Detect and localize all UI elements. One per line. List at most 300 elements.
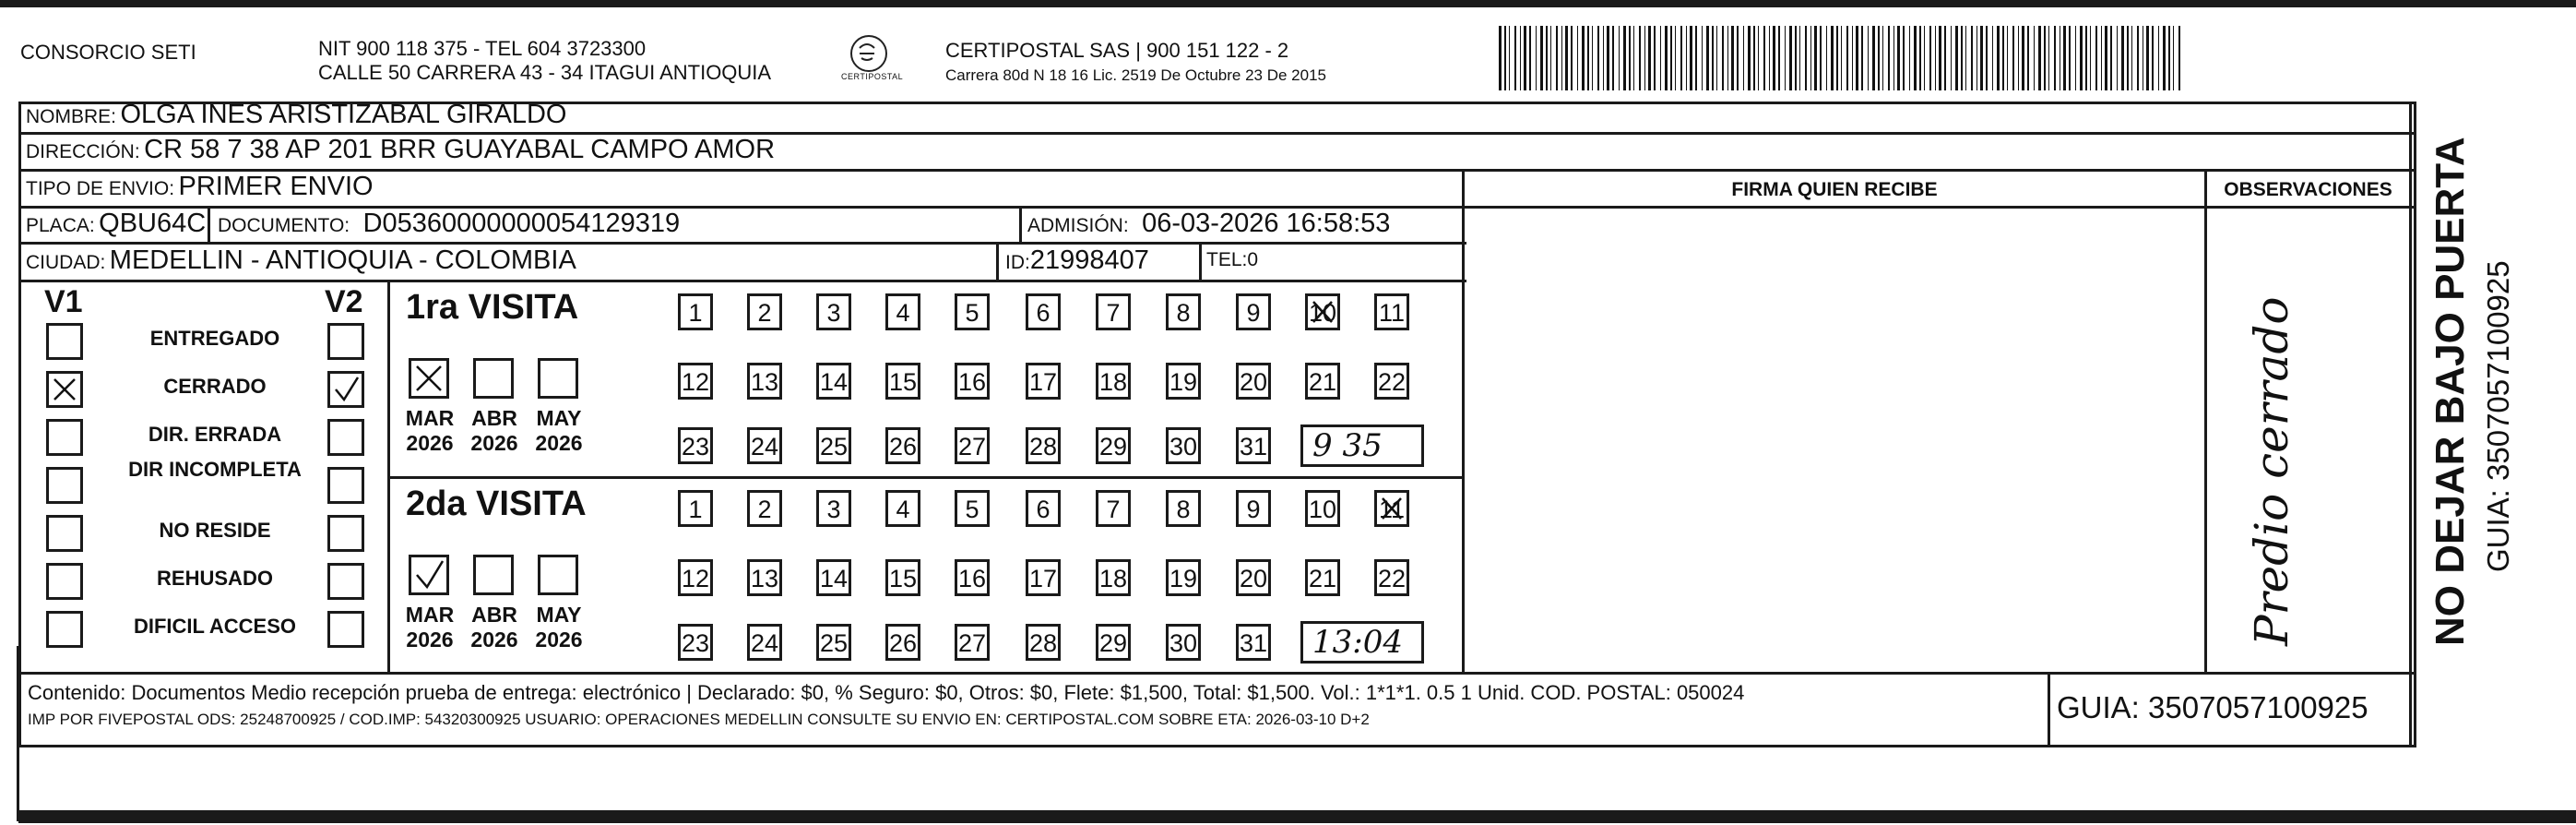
barcode-bar xyxy=(1814,26,1817,90)
barcode-bar xyxy=(1680,26,1682,90)
id-label: ID: xyxy=(1005,252,1030,273)
day-box[interactable] xyxy=(1096,559,1131,596)
day-number: 28 xyxy=(1028,629,1058,657)
day-box[interactable] xyxy=(955,624,990,661)
v1-checkbox[interactable] xyxy=(46,371,83,408)
barcode-bar xyxy=(1951,26,1952,90)
barcode-bar xyxy=(1758,26,1759,90)
check-mark-icon xyxy=(330,374,362,405)
barcode-bar xyxy=(1509,26,1510,90)
day-box[interactable] xyxy=(955,363,990,400)
barcode-bar xyxy=(1706,26,1709,90)
cell-divider xyxy=(208,206,210,243)
status-label: DIR INCOMPLETA xyxy=(128,458,302,481)
day-box[interactable] xyxy=(1096,624,1131,661)
day-number: 9 xyxy=(1246,496,1261,523)
day-number: 27 xyxy=(957,629,987,657)
day-box[interactable] xyxy=(1096,490,1131,527)
v2-checkbox[interactable] xyxy=(327,419,364,456)
barcode-bar xyxy=(1893,26,1894,90)
row-divider xyxy=(18,672,2416,675)
barcode-bar xyxy=(1629,26,1631,90)
barcode-bar xyxy=(1743,26,1744,90)
barcode-bar xyxy=(2038,26,2041,90)
day-box[interactable] xyxy=(1374,363,1409,400)
barcode-bar xyxy=(1841,26,1842,90)
day-box[interactable] xyxy=(1166,363,1201,400)
ciudad-cell xyxy=(26,245,576,276)
direccion-row xyxy=(26,135,775,165)
visit-divider xyxy=(387,476,1465,479)
tipo-envio-label: TIPO DE ENVIO: xyxy=(26,178,175,199)
ciudad-value: MEDELLIN - ANTIOQUIA - COLOMBIA xyxy=(109,245,576,275)
side-guia xyxy=(2481,260,2576,607)
day-box[interactable] xyxy=(1236,293,1271,330)
month-name: MAR xyxy=(405,406,455,430)
day-box[interactable] xyxy=(1166,427,1201,464)
day-box[interactable] xyxy=(678,490,713,527)
day-number: 21 xyxy=(1308,565,1337,592)
direccion-value: CR 58 7 38 AP 201 BRR GUAYABAL CAMPO AMOR xyxy=(144,135,776,164)
day-box[interactable] xyxy=(1166,559,1201,596)
day-number: 23 xyxy=(681,433,710,460)
barcode-bar xyxy=(1565,26,1568,90)
barcode-bar xyxy=(1499,26,1502,90)
status-label: NO RESIDE xyxy=(159,519,271,542)
day-number: 25 xyxy=(819,433,849,460)
ciudad-label: CIUDAD: xyxy=(26,252,106,273)
day-number: 7 xyxy=(1106,299,1121,327)
nombre-value: OLGA INES ARISTIZABAL GIRALDO xyxy=(120,100,567,129)
check-mark-icon xyxy=(1308,296,1337,328)
barcode-bar xyxy=(1861,26,1863,90)
barcode-bar xyxy=(1731,26,1734,90)
documento-label: DOCUMENTO: xyxy=(218,215,350,236)
barcode-bar xyxy=(1789,26,1792,90)
day-box[interactable] xyxy=(1166,490,1201,527)
barcode-bar xyxy=(1748,26,1751,90)
day-box[interactable] xyxy=(816,363,851,400)
barcode-bar xyxy=(2105,26,2107,90)
day-box[interactable] xyxy=(1305,559,1340,596)
month-checkbox[interactable] xyxy=(409,358,449,399)
day-box[interactable] xyxy=(955,559,990,596)
month-checkbox[interactable] xyxy=(409,555,449,595)
day-box[interactable] xyxy=(1096,293,1131,330)
v1-checkbox[interactable] xyxy=(46,563,83,600)
bottom-border xyxy=(18,810,2576,823)
status-label: DIR. ERRADA xyxy=(148,423,282,446)
day-number: 20 xyxy=(1239,565,1268,592)
barcode-bar xyxy=(1716,26,1717,90)
check-mark-icon xyxy=(1377,493,1407,524)
day-number: 5 xyxy=(965,299,979,327)
barcode-bar xyxy=(1919,26,1921,90)
day-box[interactable] xyxy=(1374,559,1409,596)
v2-checkbox[interactable] xyxy=(327,323,364,360)
barcode-bar xyxy=(1633,26,1634,90)
signature-area[interactable] xyxy=(1465,209,2204,672)
barcode-bar xyxy=(2085,26,2087,90)
admision-label: ADMISIÓN: xyxy=(1027,215,1129,236)
barcode-bar xyxy=(1971,26,1973,90)
day-box[interactable] xyxy=(1026,427,1061,464)
month-label xyxy=(464,603,525,652)
barcode-bar xyxy=(2034,26,2035,90)
barcode-bar xyxy=(2152,26,2154,90)
day-number: 31 xyxy=(1239,433,1268,460)
month-year: 2026 xyxy=(535,431,583,455)
day-box[interactable] xyxy=(885,363,920,400)
month-label xyxy=(528,603,589,652)
day-box[interactable] xyxy=(678,427,713,464)
day-number: 20 xyxy=(1239,368,1268,396)
barcode-bar xyxy=(1577,26,1578,90)
day-box[interactable] xyxy=(678,293,713,330)
month-name: ABR xyxy=(471,603,517,627)
barcode-bar xyxy=(2002,26,2004,90)
barcode-bar xyxy=(2069,26,2071,90)
day-number: 2 xyxy=(757,299,772,327)
day-number: 6 xyxy=(1036,496,1051,523)
barcode-bar xyxy=(1644,26,1645,90)
barcode-bar xyxy=(1831,26,1834,90)
barcode-bar xyxy=(1810,26,1811,90)
day-number: 21 xyxy=(1308,368,1337,396)
day-box[interactable] xyxy=(747,559,782,596)
day-number: 3 xyxy=(826,299,841,327)
footer-content-line: Contenido: Documentos Medio recepción prueba de entrega: electrónico | Declarado: $0, % Seguro: $0, Otros: $0, Flete: $1,500, Total: $1,500. Vol.: 1*1*1. 0.5 1 Unid. COD. POSTAL: 050024 xyxy=(28,681,1745,704)
barcode-bar xyxy=(1872,26,1875,90)
day-box[interactable] xyxy=(1026,363,1061,400)
barcode-bar xyxy=(2075,26,2076,90)
day-box[interactable] xyxy=(1236,624,1271,661)
barcode-bar xyxy=(2048,26,2049,90)
month-name: MAY xyxy=(536,406,582,430)
day-box[interactable] xyxy=(955,293,990,330)
v1-checkbox[interactable] xyxy=(46,419,83,456)
barcode-bar xyxy=(1856,26,1858,90)
visit-time-box[interactable]: 13:04 xyxy=(1300,621,1424,664)
day-number: 18 xyxy=(1098,368,1128,396)
day-box[interactable] xyxy=(1026,624,1061,661)
day-box[interactable] xyxy=(1026,293,1061,330)
day-number: 17 xyxy=(1028,368,1058,396)
month-checkbox[interactable] xyxy=(473,358,514,399)
day-box[interactable] xyxy=(816,293,851,330)
barcode-bar xyxy=(1961,26,1963,90)
nombre-label: NOMBRE: xyxy=(26,106,117,127)
day-number: 29 xyxy=(1098,433,1128,460)
day-number: 12 xyxy=(681,368,710,396)
v2-checkbox[interactable] xyxy=(327,371,364,408)
day-box[interactable] xyxy=(747,293,782,330)
barcode-bar xyxy=(1924,26,1925,90)
day-box[interactable] xyxy=(1236,427,1271,464)
tel-label: TEL: xyxy=(1206,249,1248,270)
day-number: 25 xyxy=(819,629,849,657)
day-number: 14 xyxy=(819,368,849,396)
day-number: 4 xyxy=(896,299,910,327)
month-name: MAY xyxy=(536,603,582,627)
barcode-bar xyxy=(1852,26,1853,90)
day-number: 10 xyxy=(1308,299,1337,327)
barcode-bar xyxy=(1561,26,1562,90)
barcode-bar xyxy=(1785,26,1786,90)
barcode-bar xyxy=(1514,26,1516,90)
admision-value: 06-03-2026 16:58:53 xyxy=(1142,209,1391,238)
day-number: 15 xyxy=(888,565,918,592)
barcode-bar xyxy=(1795,26,1797,90)
barcode-bar xyxy=(2158,26,2159,90)
barcode-bar xyxy=(2131,26,2132,90)
day-box[interactable] xyxy=(885,559,920,596)
day-box[interactable] xyxy=(678,363,713,400)
barcode-bar xyxy=(1769,26,1770,90)
visit-title: 2da VISITA xyxy=(406,484,587,523)
barcode-bar xyxy=(1665,26,1668,90)
v1-checkbox[interactable] xyxy=(46,515,83,552)
barcode-bar xyxy=(2146,26,2149,90)
placa-value: QBU64C xyxy=(99,209,207,238)
barcode-bar xyxy=(1556,26,1558,90)
day-number: 16 xyxy=(957,368,987,396)
day-box[interactable] xyxy=(955,490,990,527)
day-number: 26 xyxy=(888,433,918,460)
v2-checkbox[interactable] xyxy=(327,563,364,600)
v1-checkbox[interactable] xyxy=(46,467,83,504)
day-number: 7 xyxy=(1106,496,1121,523)
barcode-bar xyxy=(1592,26,1593,90)
barcode-bar xyxy=(2117,26,2118,90)
day-box[interactable] xyxy=(1374,490,1409,527)
barcode-bar xyxy=(1773,26,1775,90)
month-checkbox[interactable] xyxy=(538,555,578,595)
day-box[interactable] xyxy=(816,490,851,527)
barcode-bar xyxy=(1520,26,1521,90)
day-number: 16 xyxy=(957,565,987,592)
day-number: 11 xyxy=(1378,496,1406,523)
barcode-bar xyxy=(1712,26,1714,90)
status-label: CERRADO xyxy=(163,375,267,398)
month-checkbox[interactable] xyxy=(473,555,514,595)
barcode-bar xyxy=(2063,26,2066,90)
v1-header: V1 xyxy=(44,284,83,319)
day-box[interactable] xyxy=(885,427,920,464)
cell-divider xyxy=(996,242,999,280)
day-box[interactable] xyxy=(1236,559,1271,596)
barcode-bar xyxy=(1778,26,1780,90)
tipo-envio-value: PRIMER ENVIO xyxy=(178,172,374,201)
day-box[interactable] xyxy=(678,559,713,596)
barcode-bar xyxy=(1737,26,1739,90)
barcode-bar xyxy=(1846,26,1848,90)
barcode-bar xyxy=(1654,26,1656,90)
month-label xyxy=(528,406,589,456)
day-box[interactable] xyxy=(1305,490,1340,527)
day-number: 11 xyxy=(1378,299,1406,327)
barcode-bar xyxy=(2095,26,2097,90)
month-year: 2026 xyxy=(535,628,583,652)
barcode-bar xyxy=(1582,26,1585,90)
barcode-bar xyxy=(1753,26,1755,90)
barcode-bar xyxy=(1607,26,1609,90)
footer-imp-line: IMP POR FIVEPOSTAL ODS: 25248700925 / COD.IMP: 54320300925 USUARIO: OPERACIONES MEDELLIN CONSULTE SU ENVIO EN: CERTIPOSTAL.COM SOBRE ETA: 2026-03-10 D+2 xyxy=(28,711,1370,728)
visit-time-box[interactable]: 9 35 xyxy=(1300,424,1424,467)
v2-checkbox[interactable] xyxy=(327,515,364,552)
visit-title: 1ra VISITA xyxy=(406,288,579,327)
day-box[interactable] xyxy=(1236,363,1271,400)
tipo-envio-row xyxy=(26,172,374,202)
day-box[interactable] xyxy=(1305,293,1340,330)
month-year: 2026 xyxy=(406,628,454,652)
day-number: 14 xyxy=(819,565,849,592)
v1-checkbox[interactable] xyxy=(46,323,83,360)
month-checkbox[interactable] xyxy=(538,358,578,399)
v2-header: V2 xyxy=(325,284,363,319)
id-cell xyxy=(1005,245,1149,276)
day-box[interactable] xyxy=(816,624,851,661)
v1-checkbox[interactable] xyxy=(46,611,83,648)
v2-checkbox[interactable] xyxy=(327,467,364,504)
cell-divider xyxy=(2048,672,2050,747)
day-number: 1 xyxy=(688,299,703,327)
day-box[interactable] xyxy=(1096,427,1131,464)
top-border xyxy=(0,0,2576,7)
day-box[interactable] xyxy=(1305,363,1340,400)
day-number: 17 xyxy=(1028,565,1058,592)
day-box[interactable] xyxy=(747,490,782,527)
barcode-bar xyxy=(1695,26,1697,90)
nit-line: NIT 900 118 375 - TEL 604 3723300 xyxy=(318,37,647,60)
firma-header: FIRMA QUIEN RECIBE xyxy=(1731,179,1938,200)
day-box[interactable] xyxy=(955,427,990,464)
row-divider xyxy=(18,242,1466,245)
barcode-bar xyxy=(1799,26,1800,90)
barcode-bar xyxy=(2022,26,2024,90)
observaciones-text: Predio cerrado xyxy=(2245,296,2298,646)
barcode-bar xyxy=(2163,26,2166,90)
barcode-bar xyxy=(1702,26,1703,90)
v2-checkbox[interactable] xyxy=(327,611,364,648)
cell-divider xyxy=(1019,206,1022,243)
barcode-bar xyxy=(1524,26,1526,90)
placa-cell xyxy=(26,209,206,239)
day-box[interactable] xyxy=(1026,490,1061,527)
status-label: ENTREGADO xyxy=(149,327,280,350)
day-number: 13 xyxy=(750,368,779,396)
barcode-bar xyxy=(1686,26,1687,90)
barcode-bar xyxy=(2137,26,2139,90)
day-box[interactable] xyxy=(1374,293,1409,330)
barcode-bar xyxy=(2168,26,2170,90)
day-box[interactable] xyxy=(1166,624,1201,661)
barcode-bar xyxy=(2090,26,2091,90)
day-number: 12 xyxy=(681,565,710,592)
barcode-bar xyxy=(1986,26,1988,90)
day-box[interactable] xyxy=(885,293,920,330)
day-number: 3 xyxy=(826,496,841,523)
day-box[interactable] xyxy=(1026,559,1061,596)
barcode xyxy=(1499,26,2181,90)
barcode-bar xyxy=(1619,26,1620,90)
barcode-bar xyxy=(1878,26,1880,90)
day-box[interactable] xyxy=(747,427,782,464)
barcode-bar xyxy=(1536,26,1537,90)
day-number: 1 xyxy=(688,496,703,523)
nombre-row xyxy=(26,100,567,130)
day-number: 19 xyxy=(1169,565,1198,592)
barcode-bar xyxy=(1648,26,1651,90)
barcode-bar xyxy=(1546,26,1548,90)
day-number: 23 xyxy=(681,629,710,657)
day-number: 18 xyxy=(1098,565,1128,592)
check-mark-icon xyxy=(411,361,446,396)
day-number: 19 xyxy=(1169,368,1198,396)
logo-icon xyxy=(850,35,887,72)
barcode-bar xyxy=(1603,26,1604,90)
day-box[interactable] xyxy=(816,427,851,464)
month-label xyxy=(464,406,525,456)
day-box[interactable] xyxy=(816,559,851,596)
day-box[interactable] xyxy=(1236,490,1271,527)
day-box[interactable] xyxy=(1096,363,1131,400)
barcode-bar xyxy=(2127,26,2129,90)
documento-cell xyxy=(218,209,680,239)
day-number: 5 xyxy=(965,496,979,523)
month-year: 2026 xyxy=(470,431,518,455)
placa-label: PLACA: xyxy=(26,215,95,236)
barcode-bar xyxy=(1868,26,1869,90)
barcode-bar xyxy=(1826,26,1827,90)
barcode-bar xyxy=(1944,26,1946,90)
day-box[interactable] xyxy=(1166,293,1201,330)
barcode-bar xyxy=(1660,26,1661,90)
day-number: 2 xyxy=(757,496,772,523)
check-mark-icon xyxy=(49,374,80,405)
barcode-bar xyxy=(2178,26,2180,90)
day-number: 8 xyxy=(1176,299,1191,327)
month-name: ABR xyxy=(471,406,517,430)
barcode-bar xyxy=(1965,26,1966,90)
day-number: 24 xyxy=(750,629,779,657)
day-box[interactable] xyxy=(678,624,713,661)
day-box[interactable] xyxy=(885,490,920,527)
day-number: 26 xyxy=(888,629,918,657)
direccion-label: DIRECCIÓN: xyxy=(26,141,140,162)
barcode-bar xyxy=(1623,26,1626,90)
barcode-bar xyxy=(1929,26,1931,90)
barcode-bar xyxy=(1992,26,1993,90)
barcode-bar xyxy=(1722,26,1724,90)
barcode-bar xyxy=(1670,26,1672,90)
barcode-bar xyxy=(2007,26,2008,90)
barcode-bar xyxy=(2054,26,2056,90)
id-value: 21998407 xyxy=(1029,245,1149,275)
day-box[interactable] xyxy=(747,363,782,400)
barcode-bar xyxy=(1597,26,1599,90)
col-divider xyxy=(2204,169,2207,674)
tel-value: 0 xyxy=(1247,249,1259,270)
barcode-bar xyxy=(1820,26,1822,90)
side-warning-text: NO DEJAR BAJO PUERTA xyxy=(2428,137,2473,646)
day-number: 8 xyxy=(1176,496,1191,523)
day-box[interactable] xyxy=(885,624,920,661)
day-box[interactable] xyxy=(747,624,782,661)
day-number: 28 xyxy=(1028,433,1058,460)
barcode-bar xyxy=(2012,26,2014,90)
month-year: 2026 xyxy=(470,628,518,652)
